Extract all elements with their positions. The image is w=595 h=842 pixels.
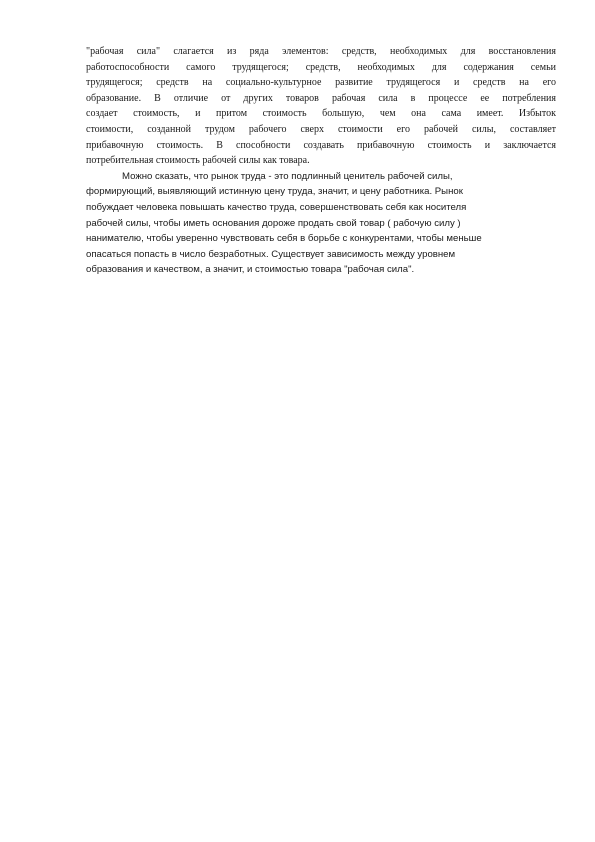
paragraph-labor-force-value bbox=[86, 44, 556, 169]
text-line: образования и качеством, а значит, и стоимостью товара "рабочая сила". bbox=[86, 264, 415, 276]
text-line: рабочей силы, чтобы иметь основания дороже продать свой товар ( рабочую силу ) bbox=[86, 217, 461, 229]
text-line: работоспособности самого трудящегося; средств, необходимых для содержания семьи bbox=[86, 61, 556, 73]
text-line: создает стоимость, и притом стоимость большую, чем она сама имеет. Избыток bbox=[86, 108, 556, 120]
text-line: трудящегося; средств на социально-культурное развитие трудящегося и средств на его bbox=[86, 77, 556, 89]
text-line: нанимателю, чтобы уверенно чувствовать себя в борьбе с конкурентами, чтобы меньше bbox=[86, 233, 482, 245]
paragraph-labor-market bbox=[86, 169, 556, 278]
text-line: Можно сказать, что рынок труда - это подлинный ценитель рабочей силы, bbox=[122, 170, 453, 182]
text-line: стоимости, созданной трудом рабочего сверх стоимости его рабочей силы, составляет bbox=[86, 123, 556, 135]
document-text bbox=[86, 44, 556, 278]
text-line: "рабочая сила" слагается из ряда элементов: средств, необходимых для восстановления bbox=[86, 46, 556, 57]
text-line: побуждает человека повышать качество труда, совершенствовать себя как носителя bbox=[86, 201, 467, 213]
text-line: опасаться попасть в число безработных. Существует зависимость между уровнем bbox=[86, 248, 456, 260]
text-line: образование. В отличие от других товаров рабочая сила в процессе ее потребления bbox=[86, 92, 556, 104]
text-line: потребительная стоимость рабочей силы как товара. bbox=[86, 155, 310, 167]
text-line: формирующий, выявляющий истинную цену труда, значит, и цену работника. Рынок bbox=[86, 186, 463, 198]
text-line: прибавочную стоимость. В способности создавать прибавочную стоимость и заключается bbox=[86, 139, 556, 151]
